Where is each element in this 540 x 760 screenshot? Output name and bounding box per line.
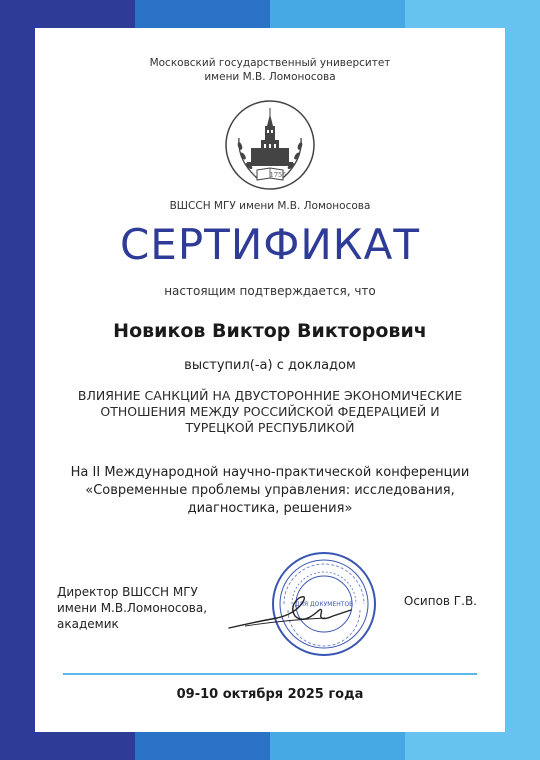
conference-name: На II Международной научно-практической конференции «Современные проблемы управления: исследования, диагностика, решения» [70,465,470,516]
university-emblem [223,98,317,192]
certificate-title: СЕРТИФИКАТ [119,220,421,269]
signer-title-line-3: академик [57,617,119,631]
signer-name: Осипов Г.В. [403,594,477,608]
university-line-1: Московский государственный университет [149,57,391,69]
confirmation-text: настоящим подтверждается, что [164,284,376,298]
handwritten-signature [225,588,355,638]
university-name [35,56,505,84]
signer-title-line-2: имени М.В.Ломоносова, [57,601,208,615]
event-date: 09-10 октября 2025 года [176,687,364,702]
signer-title [57,584,207,632]
stamp-text: ДЛЯ ДОКУМЕНТОВ [294,601,354,608]
emblem-year: 1755 [269,171,287,179]
recipient-name: Новиков Виктор Викторович [113,320,427,342]
certificate-sheet [35,28,505,732]
signer-title-line-1: Директор ВШССН МГУ [57,585,198,599]
action-text: выступил(-а) с докладом [184,358,356,373]
report-topic: ВЛИЯНИЕ САНКЦИЙ НА ДВУСТОРОННИЕ ЭКОНОМИЧЕСКИЕ ОТНОШЕНИЯ МЕЖДУ РОССИЙСКОЙ ФЕДЕРАЦИЕЙ И ТУРЕЦКОЙ РЕСПУБЛИКОЙ [77,388,463,435]
university-line-2: имени М.В. Ломоносова [204,71,336,83]
school-name: ВШССН МГУ имени М.В. Ломоносова [169,200,371,212]
divider-line [63,673,477,675]
